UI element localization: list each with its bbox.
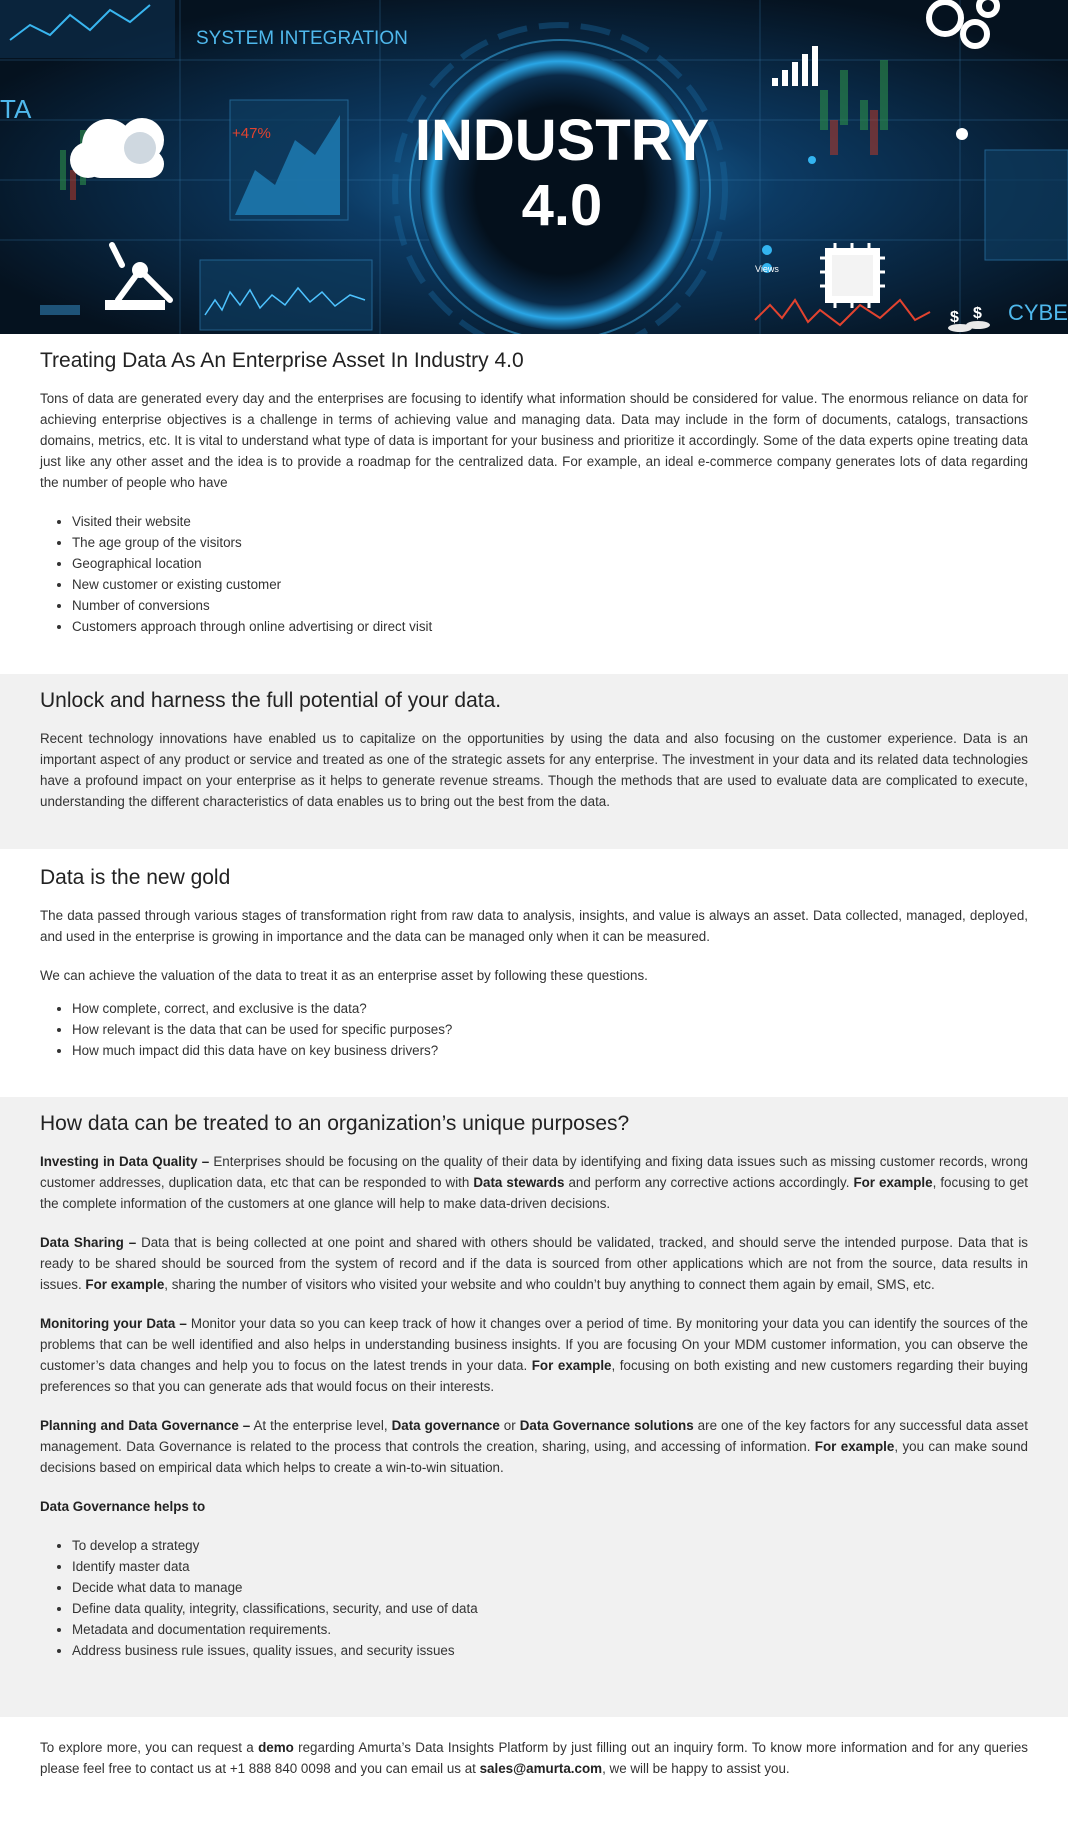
paragraph-data-sharing	[40, 1232, 1028, 1295]
paragraph-data-quality	[40, 1151, 1028, 1214]
list-item: • Define data quality, integrity, classifications, security, and use of data	[72, 1598, 1028, 1619]
list-item: • Geographical location	[72, 553, 1028, 574]
section-title: Treating Data As An Enterprise Asset In Industry 4.0	[40, 349, 524, 372]
list-item: • Address business rule issues, quality issues, and security issues	[72, 1640, 1028, 1661]
list-item: • Number of conversions	[72, 595, 1028, 616]
list-item: • The age group of the visitors	[72, 532, 1028, 553]
section-title: Unlock and harness the full potential of your data.	[40, 689, 502, 712]
list-item: • New customer or existing customer	[72, 574, 1028, 595]
text-span: , sharing the number of visitors who visited your website and who couldn’t buy anything to connect them again by email, SMS, etc.	[164, 1277, 935, 1292]
section-title: Data is the new gold	[40, 866, 231, 889]
questions-list	[40, 998, 1028, 1061]
list-item: • Decide what data to manage	[72, 1577, 1028, 1598]
contact-paragraph	[40, 1737, 1028, 1779]
bold-term: For example	[853, 1175, 933, 1190]
paragraph-governance	[40, 1415, 1028, 1478]
bold-term: Data governance	[391, 1418, 500, 1433]
hero-title-line2: 4.0	[521, 173, 603, 238]
demo-link[interactable]: demo	[258, 1740, 294, 1755]
paragraph-monitoring	[40, 1313, 1028, 1397]
list-item: • How much impact did this data have on key business drivers?	[72, 1040, 1028, 1061]
section-unlock-potential	[0, 674, 1068, 849]
hero-illustration	[0, 0, 1068, 334]
hero-dollar-icon-2: $	[973, 305, 982, 322]
list-item: • Metadata and documentation requirements.	[72, 1619, 1028, 1640]
bold-term: Monitoring your Data –	[40, 1316, 187, 1331]
intro-paragraph: Tons of data are generated every day and the enterprises are focusing to identify what information should be considered for value. The enormous reliance on data for achieving enterprise objectives is a challenge in terms of achieving value and managing data. Data may include in the form of documents, catalogs, transactions domains, metrics, etc. It is vital to understand what type of data is important for your business and prioritize it accordingly. Some of the data experts opine treating data just like any other asset and the idea is to provide a roadmap for the centralized data. For example, an ideal e-commerce company generates lots of data regarding the number of people who have	[40, 391, 1028, 490]
governance-subheading: Data Governance helps to	[40, 1499, 206, 1514]
section-enterprise-asset	[0, 334, 1068, 674]
text-span: are one of the key factors for any successful data asset management. Data Governance is related to the process that controls the creation, sharing, using, and accessing of information.	[40, 1418, 1028, 1454]
hero-dollar-icon: $	[950, 309, 959, 326]
hero-label-views: Views	[755, 264, 779, 274]
text-span: At the enterprise level,	[250, 1418, 392, 1433]
bold-term: Investing in Data Quality –	[40, 1154, 210, 1169]
list-item: • To develop a strategy	[72, 1535, 1028, 1556]
hero-banner	[0, 0, 1068, 334]
list-item: • Customers approach through online advertising or direct visit	[72, 616, 1028, 637]
text-span: Enterprises should be focusing on the quality of their data by identifying and fixing data issues such as missing customer records, wrong customer addresses, duplication data, etc that can be responded to with	[40, 1154, 1028, 1190]
section-paragraph: The data passed through various stages of transformation right from raw data to analysis, insights, and value is always an asset. Data collected, managed, deployed, and used in the enterprise is growing in importance and the data can be managed only when it can be measured.	[40, 908, 1028, 944]
text-span: or	[499, 1418, 520, 1433]
text-span: Monitor your data so you can keep track of how it changes over a period of time. By monitoring your data you can identify the sources of the problems that can be well identified and also helps in understanding business insights. If you are focusing On your MDM customer information, you can observe the customer’s data changes and help you to focus on the latest trends in your data.	[40, 1316, 1028, 1373]
section-data-gold	[0, 849, 1068, 1097]
section-unique-purposes	[0, 1097, 1068, 1717]
bold-term: Data Sharing –	[40, 1235, 137, 1250]
text-span: To explore more, you can request a	[40, 1740, 259, 1755]
text-span: Data that is being collected at one point and shared with others should be validated, tracked, and should serve the intended purpose. Data that is ready to be shared should be sourced from the system of record and if the data is sourced from other applications which are not from the source, data results in issues.	[40, 1235, 1028, 1292]
hero-label-ta: TA	[0, 94, 32, 124]
section-paragraph: Recent technology innovations have enabled us to capitalize on the opportunities by using the data and also focusing on the customer experience. Data is an important aspect of any product or service and treated as one of the strategic assets for any enterprise. The investment in your data and its related data technologies have a profound impact on your enterprise as it helps to generate revenue streams. Though the methods that are used to evaluate data are complicated to execute, understanding the different characteristics of data enables us to bring out the best from the data.	[40, 731, 1028, 809]
text-span: , focusing on both existing and new customers regarding their buying preferences so that you can generate ads that would focus on their interests.	[40, 1358, 1028, 1394]
section-paragraph: We can achieve the valuation of the data to treat it as an enterprise asset by following these questions.	[40, 968, 648, 983]
bold-term: Data stewards	[473, 1175, 565, 1190]
section-contact	[0, 1717, 1068, 1827]
text-span: regarding Amurta’s Data Insights Platform by just filling out an inquiry form. To know more information and for any queries please feel free to contact us at +1 888 840 0098 and you can email us at	[40, 1740, 1028, 1776]
section-title: How data can be treated to an organization’s unique purposes?	[40, 1112, 630, 1135]
text-span: , focusing to get the complete information of the customers at one glance will help to make data-driven decisions.	[40, 1175, 1028, 1211]
governance-list	[40, 1535, 1028, 1661]
hero-label-cyber: CYBE	[1008, 300, 1068, 325]
list-item: • How relevant is the data that can be used for specific purposes?	[72, 1019, 1028, 1040]
text-span: , we will be happy to assist you.	[602, 1761, 790, 1776]
bold-term: Data Governance solutions	[519, 1418, 694, 1433]
text-span: and perform any corrective actions accordingly.	[564, 1175, 854, 1190]
bold-term: For example	[814, 1439, 895, 1454]
list-item: • Identify master data	[72, 1556, 1028, 1577]
hero-label-percent: +47%	[232, 125, 271, 142]
list-item: • How complete, correct, and exclusive is the data?	[72, 998, 1028, 1019]
list-item: • Visited their website	[72, 511, 1028, 532]
text-span: , you can make sound decisions based on empirical data which helps to create a win-to-win situation.	[40, 1439, 1028, 1475]
bold-term: Planning and Data Governance –	[40, 1418, 251, 1433]
hero-title-line1: INDUSTRY	[414, 108, 710, 173]
email-link[interactable]: sales@amurta.com	[479, 1761, 603, 1776]
bold-term: For example	[531, 1358, 612, 1373]
hero-label-system-integration: SYSTEM INTEGRATION	[196, 28, 408, 49]
bold-term: For example	[85, 1277, 165, 1292]
data-points-list	[40, 511, 1028, 637]
